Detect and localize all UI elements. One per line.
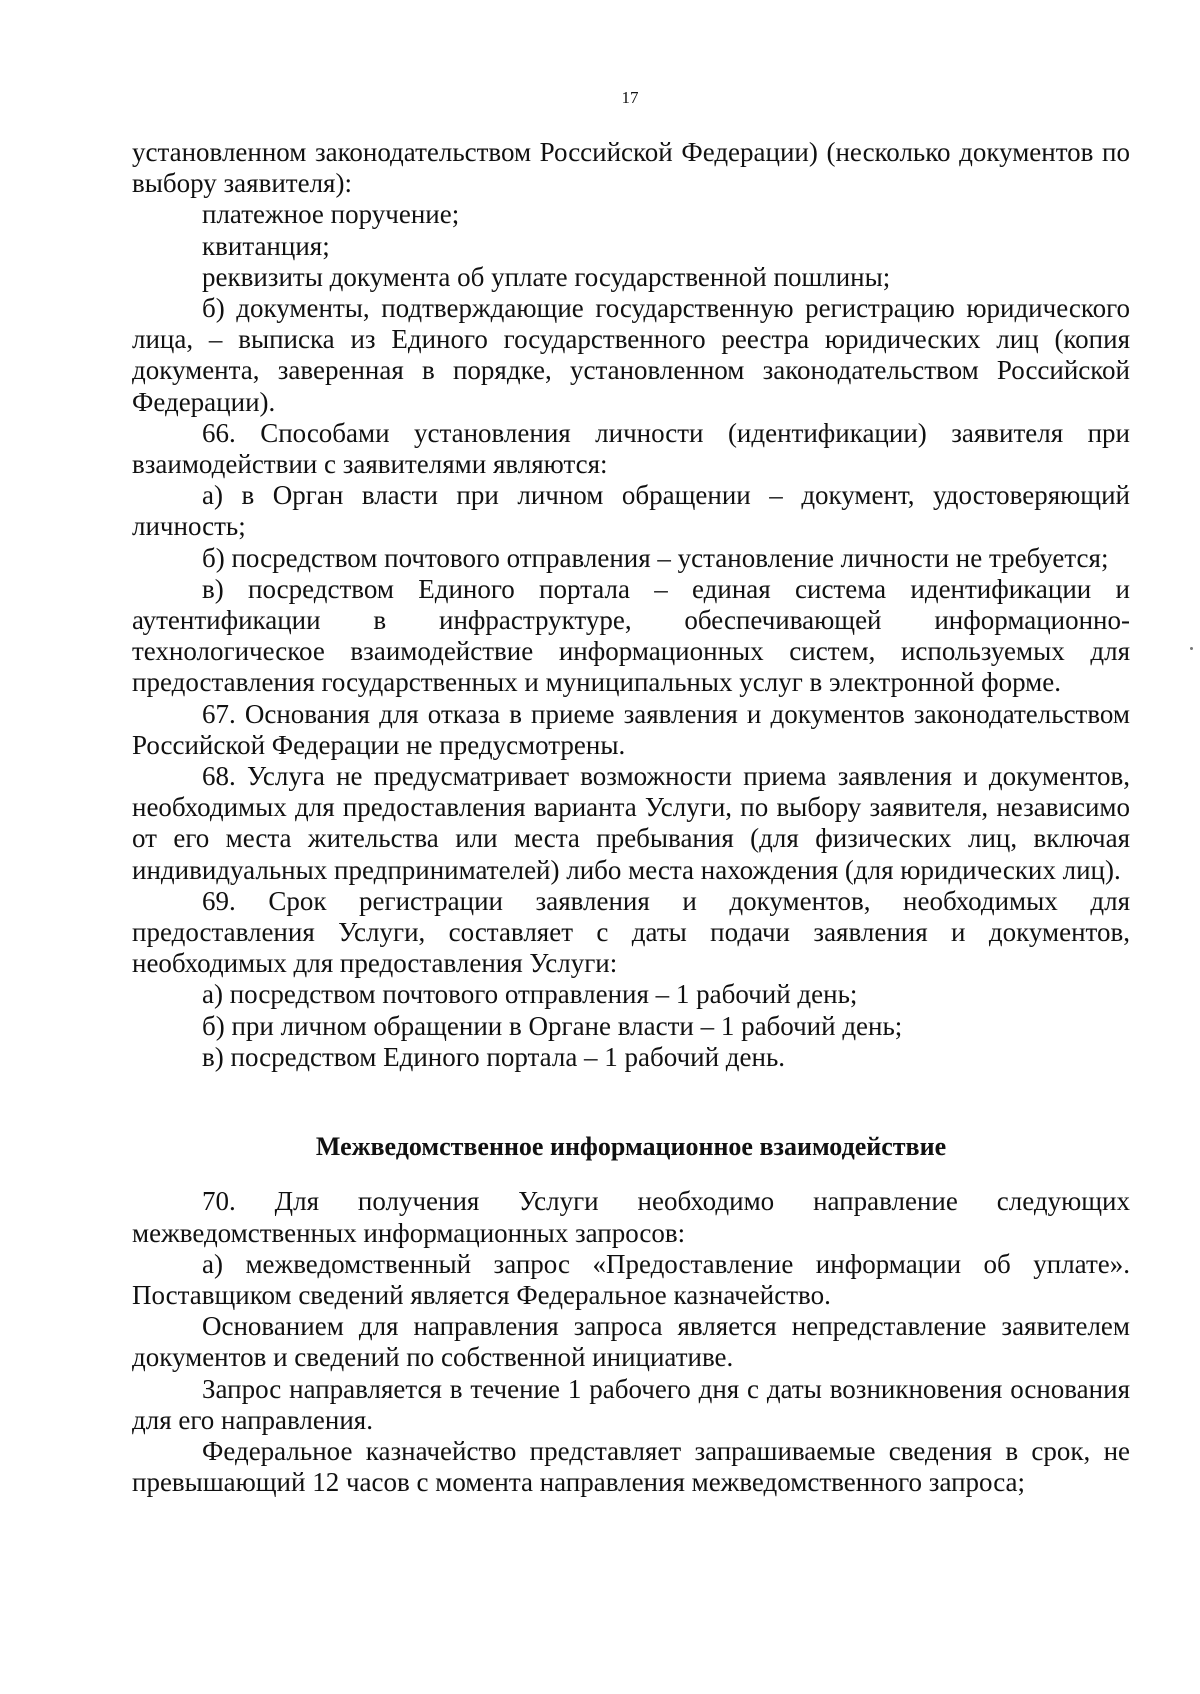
paragraph: 66. Способами установления личности (идентификации) заявителя при взаимодействии с заявителями являются: — [132, 417, 1130, 480]
paragraph: б) документы, подтверждающие государственную регистрацию юридического лица, – выписка из Единого государственного реестра юридических лиц (копия документа, заверенная в порядке, установленном законодательством Российской Федерации). — [132, 293, 1130, 417]
paragraph: 70. Для получения Услуги необходимо направление следующих межведомственных информационных запросов: — [132, 1186, 1130, 1248]
document-body — [132, 137, 1130, 1498]
paragraph: 68. Услуга не предусматривает возможности приема заявления и документов, необходимых для предоставления варианта Услуги, по выбору заявителя, независимо от его места жительства или места пребывания (для физических лиц, включая индивидуальных предпринимателей) либо места нахождения (для юридических лиц). — [132, 761, 1130, 885]
paragraph: Федеральное казначейство представляет запрашиваемые сведения в срок, не превышающий 12 часов с момента направления межведомственного запроса; — [132, 1435, 1130, 1498]
list-item: квитанция; — [202, 230, 330, 261]
list-item: а) в Орган власти при личном обращении – документ, удостоверяющий личность; — [132, 480, 1130, 542]
list-item: реквизиты документа об уплате государственной пошлины; — [202, 261, 891, 292]
paragraph: установленном законодательством Российской Федерации) (несколько документов по выбору заявителя): — [132, 137, 1130, 199]
scan-speck — [1190, 647, 1193, 650]
list-item: в) посредством Единого портала – 1 рабочий день. — [202, 1041, 786, 1072]
paragraph: Основанием для направления запроса является непредставление заявителем документов и сведений по собственной инициативе. — [132, 1311, 1130, 1373]
paragraph: Запрос направляется в течение 1 рабочего дня с даты возникновения основания для его направления. — [132, 1373, 1130, 1435]
list-item: б) при личном обращении в Органе власти – 1 рабочий день; — [202, 1010, 903, 1041]
list-item: платежное поручение; — [202, 199, 460, 230]
list-item: а) посредством почтового отправления – 1 рабочий день; — [202, 979, 858, 1010]
list-item: в) посредством Единого портала – единая система идентификации и аутентификации в инфраструктуре, обеспечивающей информационно-технологическое взаимодействие информационных систем, используемых для предоставления государственных и муниципальных услуг в электронной форме. — [132, 573, 1130, 698]
paragraph: 69. Срок регистрации заявления и документов, необходимых для предоставления Услуги, составляет с даты подачи заявления и документов, необходимых для предоставления Услуги: — [132, 885, 1130, 979]
list-item: а) межведомственный запрос «Предоставление информации об уплате». Поставщиком сведений является Федеральное казначейство. — [132, 1248, 1130, 1310]
section-heading: Межведомственное информационное взаимодействие — [315, 1132, 947, 1162]
list-item: б) посредством почтового отправления – установление личности не требуется; — [202, 542, 1109, 573]
paragraph: 67. Основания для отказа в приеме заявления и документов законодательством Российской Федерации не предусмотрены. — [132, 698, 1130, 760]
page-number: 17 — [621, 88, 639, 107]
